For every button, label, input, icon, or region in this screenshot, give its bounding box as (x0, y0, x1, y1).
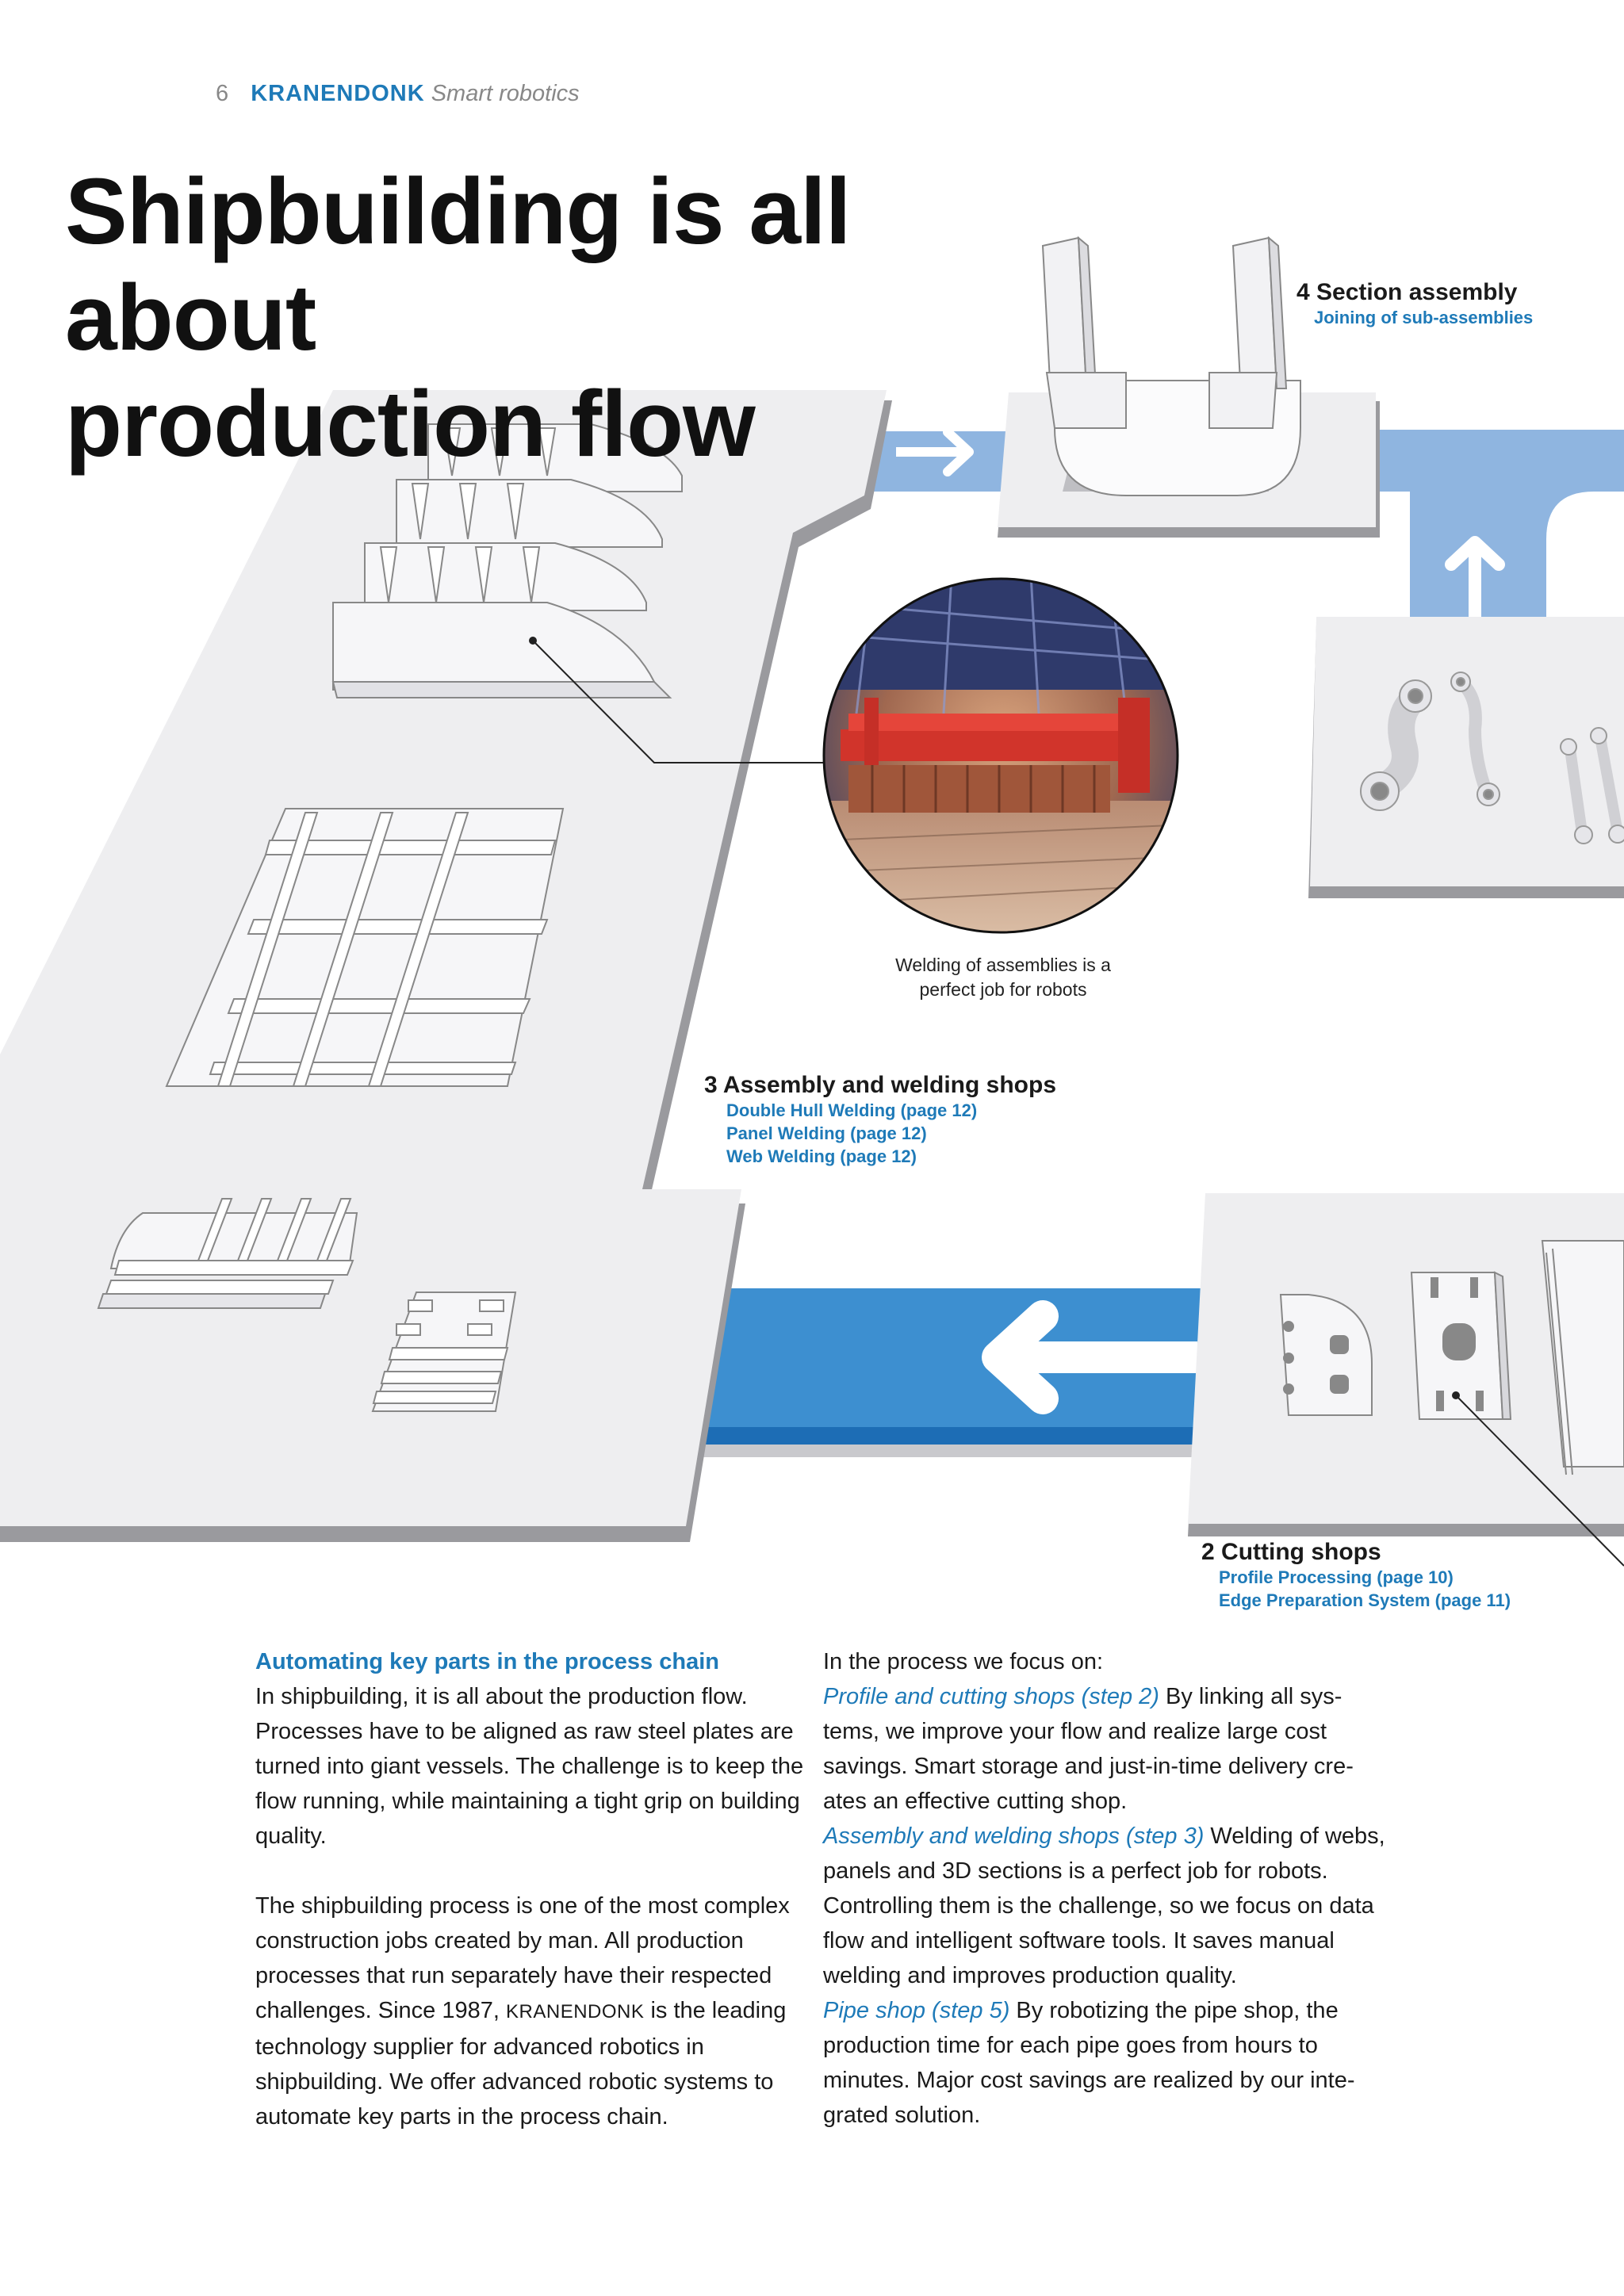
title-line-1: Shipbuilding is all about (65, 159, 851, 370)
link-welding-step[interactable]: Assembly and welding shops (step 3) (823, 1823, 1205, 1849)
section-heading: Automating key parts in the process chain (255, 1649, 719, 1674)
stage-section-assembly (1297, 279, 1533, 329)
focus-item-pipe: Pipe shop (step 5) By robotizing the pipe shop, the production time for each pipe goes from hours to minutes. Major cost savings are realized by our inte-grated solution. (823, 1998, 1355, 2128)
focus-intro: In the process we focus on: (823, 1649, 1104, 1674)
page-number: 6 (216, 81, 229, 106)
stage-name: Assembly and welding shops (722, 1072, 1057, 1098)
stage-link-edge-prep[interactable]: Edge Preparation System (page 11) (1219, 1590, 1511, 1610)
stage-assembly-welding (704, 1072, 1056, 1168)
stage-link-panel[interactable]: Panel Welding (page 12) (726, 1123, 927, 1143)
brand-inline: KRANENDONK (506, 2001, 645, 2022)
brand-name: KRANENDONK (251, 81, 425, 106)
stage-link-web[interactable]: Web Welding (page 12) (726, 1146, 917, 1166)
page-header (216, 81, 580, 107)
link-cutting-step[interactable]: Profile and cutting shops (step 2) (823, 1684, 1159, 1709)
stage-name: Cutting shops (1221, 1539, 1381, 1565)
section-block-sketch (1043, 238, 1300, 496)
title-line-2: production flow (65, 372, 755, 476)
stage-link-profile[interactable]: Profile Processing (page 10) (1219, 1567, 1454, 1587)
stage-number: 4 (1297, 279, 1310, 305)
stage-number: 3 (704, 1072, 718, 1098)
stage-link-double-hull[interactable]: Double Hull Welding (page 12) (726, 1100, 978, 1120)
link-pipe-step[interactable]: Pipe shop (step 5) (823, 1998, 1010, 2023)
welding-hall-photo (817, 571, 1189, 943)
focus-item-welding: Assembly and welding shops (step 3) Welding of webs, panels and 3D sections is a perfect job for robots. Controlling them is the challenge, so we focus on data flow and intelligent software tools. It saves manual welding and improves production quality. (823, 1823, 1385, 1988)
history-paragraph: The shipbuilding process is one of the most complex construction jobs created by man. All production processes that run separately have their respected challenges. Since 1987, KRANENDONK is the leading technology supplier for advanced robotics in shipbuilding. We offer advanced robotic systems to automate key parts in the process chain. (255, 1893, 790, 2130)
stage-number: 2 (1201, 1539, 1215, 1565)
page-title (65, 159, 1056, 477)
focus-item-cutting: Profile and cutting shops (step 2) By linking all sys-tems, we improve your flow and realize large cost savings. Smart storage and just-in-time delivery cre-ates an effective cutting shop. (823, 1684, 1354, 1814)
photo-caption: Welding of assemblies is a perfect job for robots (895, 955, 1111, 1000)
stage-name: Section assembly (1316, 279, 1518, 305)
intro-paragraph: In shipbuilding, it is all about the production flow. Processes have to be aligned as raw steel plates are turned into giant vessels. The challenge is to keep the flow running, while maintaining a tight grip on building quality. (255, 1684, 804, 1849)
stage-cutting (1201, 1539, 1511, 1612)
brand-subtitle: Smart robotics (431, 81, 580, 106)
left-column (255, 1644, 810, 2134)
right-column (823, 1644, 1386, 2133)
stage-link[interactable]: Joining of sub-assemblies (1314, 308, 1534, 327)
